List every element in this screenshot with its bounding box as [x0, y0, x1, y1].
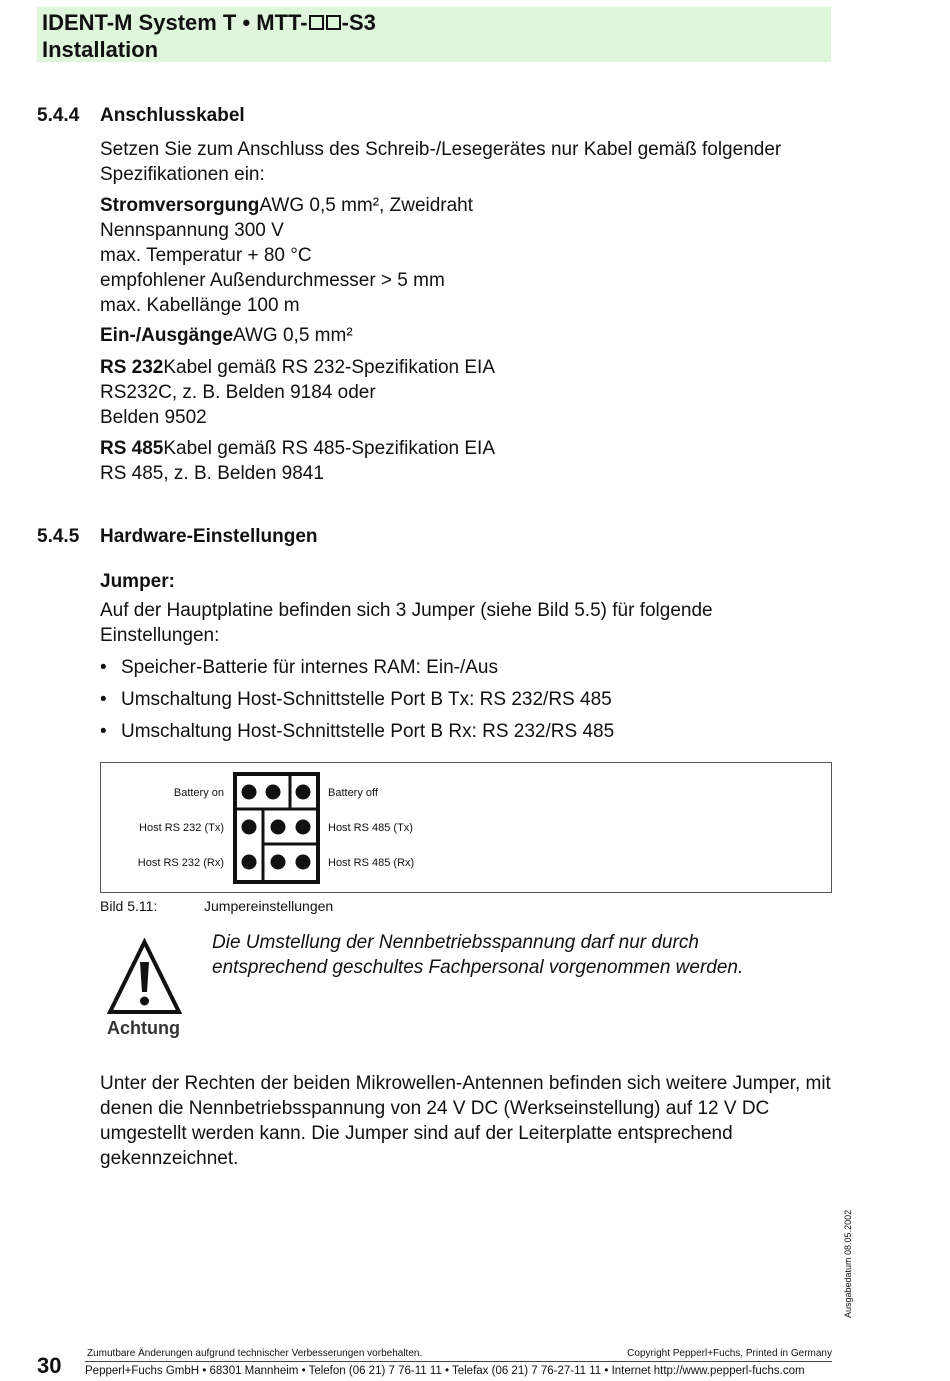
bullet-icon: • — [100, 657, 107, 678]
document-header — [37, 7, 831, 62]
cable-intro — [100, 137, 820, 187]
power-value: AWG 0,5 mm², Zweidraht — [259, 195, 474, 216]
list-item-text: Umschaltung Host-Schnittstelle Port B Tx: RS 232/RS 485 — [121, 689, 612, 710]
issue-date: Ausgabedatum 08.05.2002 — [843, 1209, 853, 1318]
io-spec — [100, 323, 835, 348]
io-value: AWG 0,5 mm² — [233, 325, 353, 346]
footer-divider — [85, 1361, 832, 1362]
label-battery-off: Battery off — [328, 787, 378, 799]
jumper-pin-icon — [296, 820, 311, 835]
jumper-pin-icon — [242, 855, 257, 870]
section-title: Hardware-Einstellungen — [100, 526, 318, 547]
label-host-rs485-rx: Host RS 485 (Rx) — [328, 857, 415, 869]
jumper-pin-icon — [266, 785, 281, 800]
jumper-pin-icon — [271, 855, 286, 870]
label-host-rs232-tx: Host RS 232 (Tx) — [139, 822, 224, 834]
rs232-spec — [100, 355, 835, 430]
rs232-value: Kabel gemäß RS 232-Spezifikation EIA — [163, 357, 495, 378]
rs485-spec — [100, 436, 835, 486]
rs232-example: RS232C, z. B. Belden 9184 oder — [100, 382, 376, 403]
warning-label: Achtung — [107, 1018, 180, 1038]
intro-text: Setzen Sie zum Anschluss des Schreib-/Lesegerätes nur Kabel gemäß folgender Spezifikationen ein: — [100, 139, 782, 185]
section-number: 5.4.5 — [37, 526, 80, 547]
page-number: 30 — [37, 1353, 62, 1378]
power-temperature: max. Temperatur + 80 °C — [100, 245, 312, 266]
power-diameter: empfohlener Außendurchmesser > 5 mm — [100, 270, 445, 291]
jumper-intro — [100, 598, 832, 648]
section-number: 5.4.4 — [37, 105, 80, 126]
jumper-pin-icon — [271, 820, 286, 835]
label-host-rs232-rx: Host RS 232 (Rx) — [137, 857, 224, 869]
closing-paragraph — [100, 1071, 835, 1171]
jumper-pin-icon — [296, 855, 311, 870]
section-title: Anschlusskabel — [100, 105, 245, 126]
list-item — [100, 655, 498, 680]
footer-copyright: Copyright Pepperl+Fuchs, Printed in Germany — [627, 1348, 832, 1359]
jumper-heading: Jumper: — [100, 571, 175, 592]
jumper-pin-icon — [296, 785, 311, 800]
section-heading-545 — [37, 525, 318, 549]
jumper-pin-icon — [242, 820, 257, 835]
jumper-figure — [100, 762, 832, 893]
power-voltage: Nennspannung 300 V — [100, 220, 284, 241]
section-heading-544 — [37, 104, 245, 128]
rs485-label: RS 485 — [100, 438, 164, 459]
label-battery-on: Battery on — [173, 787, 224, 799]
rs485-example: RS 485, z. B. Belden 9841 — [100, 463, 324, 484]
bullet-icon: • — [100, 721, 107, 742]
rs232-label: RS 232 — [100, 357, 164, 378]
footer-notice: Zumutbare Änderungen aufgrund technischer Verbesserungen vorbehalten. — [87, 1348, 423, 1359]
list-item — [100, 719, 614, 744]
document-subtitle: Installation — [42, 37, 159, 62]
title-suffix: -S3 — [341, 10, 376, 35]
warning-text: Die Umstellung der Nennbetriebsspannung darf nur durch entsprechend geschultes Fachpersonal vorgenommen werden. — [212, 932, 744, 978]
placeholder-box-icon — [326, 15, 341, 30]
jumper-intro-text: Auf der Hauptplatine befinden sich 3 Jumper (siehe Bild 5.5) für folgende Einstellungen: — [100, 600, 713, 646]
title-prefix: IDENT-M System T • MTT- — [42, 10, 308, 35]
document-title — [42, 9, 826, 36]
list-item-text: Umschaltung Host-Schnittstelle Port B Rx: RS 232/RS 485 — [121, 721, 615, 742]
label-host-rs485-tx: Host RS 485 (Tx) — [328, 822, 413, 834]
power-spec — [100, 193, 835, 318]
figure-caption-text: Jumpereinstellungen — [204, 898, 334, 914]
bullet-icon: • — [100, 689, 107, 710]
placeholder-box-icon — [309, 15, 324, 30]
list-item — [100, 687, 612, 712]
list-item-text: Speicher-Batterie für internes RAM: Ein-/Aus — [121, 657, 498, 678]
figure-caption-number: Bild 5.11: — [100, 898, 158, 914]
io-label: Ein-/Ausgänge — [100, 325, 234, 346]
jumper-block-diagram — [233, 772, 320, 884]
jumper-pin-icon — [242, 785, 257, 800]
power-length: max. Kabellänge 100 m — [100, 295, 300, 316]
closing-text: Unter der Rechten der beiden Mikrowellen-Antennen befinden sich weitere Jumper, mit denen die Nennbetriebsspannung von 24 V DC (Werkseinstellung) auf 12 V DC umgestellt werden kann. Die Jumper sind auf der Leiterplatte entsprechend gekennzeichnet. — [100, 1073, 831, 1169]
rs485-value: Kabel gemäß RS 485-Spezifikation EIA — [163, 438, 495, 459]
footer-address: Pepperl+Fuchs GmbH • 68301 Mannheim • Telefon (06 21) 7 76-11 11 • Telefax (06 21) 7 76-27-11 11 • Internet http://www.pepperl-fuchs.com — [85, 1365, 805, 1377]
warning-triangle-icon — [106, 938, 183, 1016]
power-label: Stromversorgung — [100, 195, 260, 216]
rs232-alt: Belden 9502 — [100, 407, 207, 428]
